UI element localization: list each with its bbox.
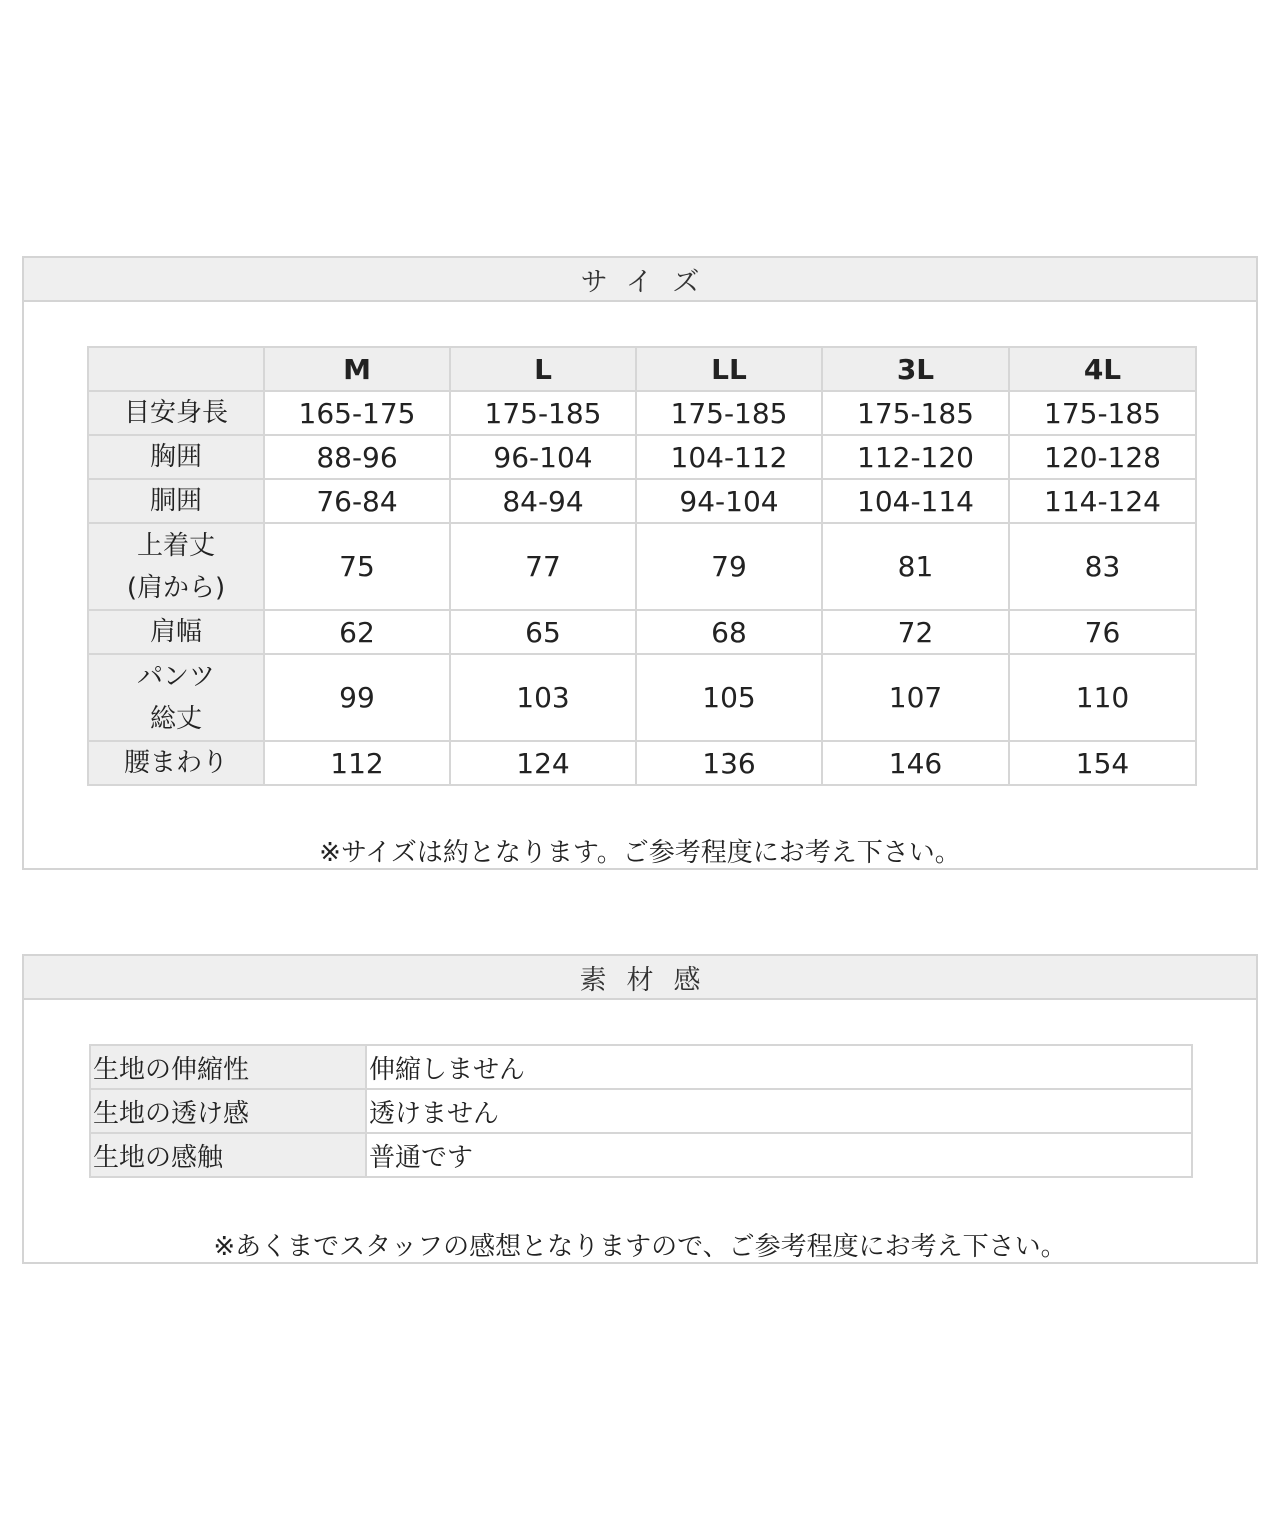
size-cell: 154	[1009, 741, 1196, 785]
table-row	[88, 741, 1196, 785]
size-section-title: サイズ	[24, 258, 1256, 302]
size-row-label: 目安身長	[88, 391, 264, 435]
size-cell: 84-94	[450, 479, 636, 523]
size-cell: 77	[450, 523, 636, 610]
size-cell: 103	[450, 654, 636, 741]
size-row-label: 肩幅	[88, 610, 264, 654]
size-column-header: 3L	[822, 347, 1009, 391]
size-cell: 76	[1009, 610, 1196, 654]
size-row-label: 胸囲	[88, 435, 264, 479]
size-cell: 104-112	[636, 435, 822, 479]
size-cell: 72	[822, 610, 1009, 654]
size-row-label	[88, 523, 264, 610]
size-row-label: 腰まわり	[88, 741, 264, 785]
size-column-header: L	[450, 347, 636, 391]
size-cell: 112	[264, 741, 450, 785]
size-row-label-line: 総丈	[149, 703, 202, 734]
material-row-label: 生地の伸縮性	[90, 1045, 366, 1089]
size-cell: 65	[450, 610, 636, 654]
size-row-label-line: (肩から)	[126, 572, 226, 603]
size-cell: 62	[264, 610, 450, 654]
size-cell: 79	[636, 523, 822, 610]
size-cell: 165-175	[264, 391, 450, 435]
table-row	[88, 435, 1196, 479]
size-cell: 120-128	[1009, 435, 1196, 479]
table-row	[88, 610, 1196, 654]
size-cell: 136	[636, 741, 822, 785]
table-row	[90, 1089, 1192, 1133]
material-note: ※あくまでスタッフの感想となりますので、ご参考程度にお考え下さい。	[213, 1232, 1067, 1262]
material-section-title: 素材感	[24, 956, 1256, 1000]
size-cell: 175-185	[822, 391, 1009, 435]
size-cell: 112-120	[822, 435, 1009, 479]
size-row-label-line: 上着丈	[136, 530, 215, 561]
size-cell: 107	[822, 654, 1009, 741]
size-note: ※サイズは約となります。ご参考程度にお考え下さい。	[319, 838, 961, 868]
size-row-label-line: パンツ	[136, 661, 215, 692]
size-row-label: 胴囲	[88, 479, 264, 523]
size-cell: 124	[450, 741, 636, 785]
size-cell: 83	[1009, 523, 1196, 610]
material-table	[89, 1044, 1193, 1178]
size-column-header: M	[264, 347, 450, 391]
material-row-value: 普通です	[366, 1133, 1192, 1177]
size-cell: 175-185	[450, 391, 636, 435]
size-cell: 68	[636, 610, 822, 654]
material-row-label: 生地の透け感	[90, 1089, 366, 1133]
size-cell: 114-124	[1009, 479, 1196, 523]
size-cell: 146	[822, 741, 1009, 785]
material-row-value: 伸縮しません	[366, 1045, 1192, 1089]
size-cell: 110	[1009, 654, 1196, 741]
size-cell: 96-104	[450, 435, 636, 479]
size-cell: 175-185	[1009, 391, 1196, 435]
material-row-value: 透けません	[366, 1089, 1192, 1133]
size-cell: 175-185	[636, 391, 822, 435]
size-column-header: 4L	[1009, 347, 1196, 391]
material-row-label: 生地の感触	[90, 1133, 366, 1177]
size-table-corner-cell	[88, 347, 264, 391]
size-cell: 94-104	[636, 479, 822, 523]
size-cell: 104-114	[822, 479, 1009, 523]
material-panel	[22, 954, 1258, 1264]
table-row	[88, 523, 1196, 610]
size-cell: 81	[822, 523, 1009, 610]
size-cell: 99	[264, 654, 450, 741]
table-row	[90, 1045, 1192, 1089]
size-cell: 75	[264, 523, 450, 610]
size-row-label	[88, 654, 264, 741]
size-table-header-row	[88, 347, 1196, 391]
size-cell: 76-84	[264, 479, 450, 523]
table-row	[88, 391, 1196, 435]
size-cell: 88-96	[264, 435, 450, 479]
size-cell: 105	[636, 654, 822, 741]
table-row	[88, 479, 1196, 523]
table-row	[90, 1133, 1192, 1177]
size-panel	[22, 256, 1258, 870]
table-row	[88, 654, 1196, 741]
size-table	[87, 346, 1197, 786]
size-column-header: LL	[636, 347, 822, 391]
